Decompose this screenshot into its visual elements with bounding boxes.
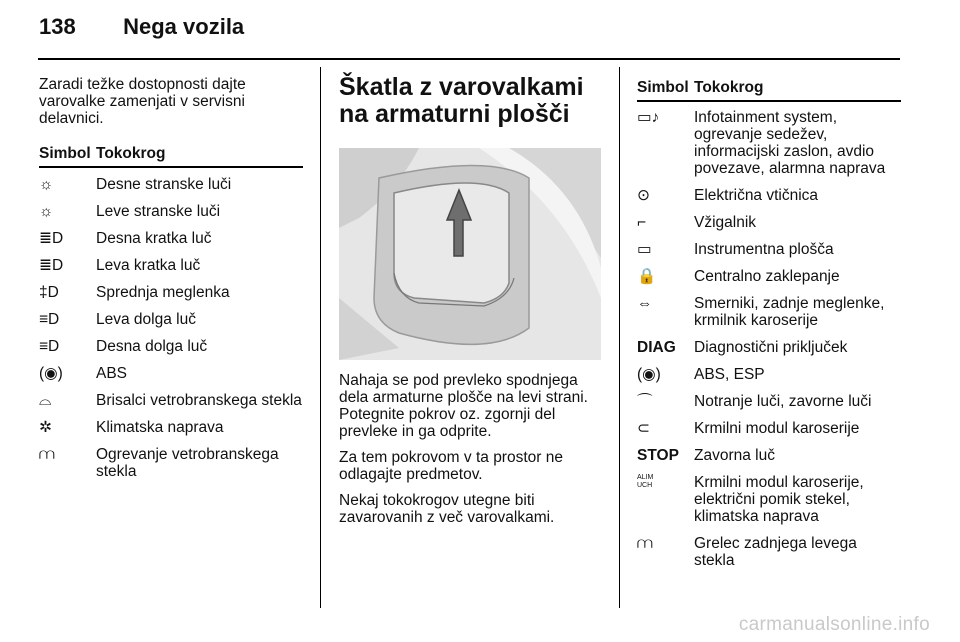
table-row xyxy=(39,355,303,382)
abs-icon: (◉) xyxy=(39,365,63,382)
circuit-label: Sprednja meglenka xyxy=(96,284,230,301)
fuse-box-cover-image xyxy=(339,148,601,360)
page-header xyxy=(39,14,244,40)
table-row xyxy=(637,177,901,204)
circuit-label: Leva kratka luč xyxy=(96,257,201,274)
table-row xyxy=(637,231,901,258)
table-row xyxy=(39,193,303,220)
low-beam-left-icon: ≣D xyxy=(39,257,64,274)
body-paragraph-3: Nekaj tokokrogov utegne biti zavarovanih z več varovalkami. xyxy=(339,492,555,526)
side-lights-left-icon: ☼ xyxy=(39,203,54,220)
column-divider-1 xyxy=(320,67,321,608)
circuit-label: Vžigalnik xyxy=(694,214,757,231)
side-lights-right-icon: ☼ xyxy=(39,176,54,193)
circuit-label: Desne stranske luči xyxy=(96,176,232,193)
middle-column xyxy=(339,74,603,535)
column-divider-2 xyxy=(619,67,620,608)
windscreen-wiper-icon: ⌓ xyxy=(39,392,52,409)
body-paragraph-2: Za tem pokrovom v ta prostor ne odlagajte predmetov. xyxy=(339,449,563,483)
table-row xyxy=(39,274,303,301)
table-row xyxy=(637,204,901,231)
circuit-label: Centralno zaklepanje xyxy=(694,268,840,285)
circuit-label: Notranje luči, zavorne luči xyxy=(694,393,872,410)
central-locking-icon: 🔒 xyxy=(637,268,657,285)
table-row xyxy=(637,258,901,285)
front-fog-light-icon: ‡D xyxy=(39,284,59,301)
table-row xyxy=(39,382,303,409)
page-number: 138 xyxy=(39,14,76,39)
high-beam-right-icon: ≡D xyxy=(39,338,60,355)
circuit-label: Brisalci vetrobranskega stekla xyxy=(96,392,302,409)
table-row xyxy=(637,410,901,437)
circuit-label: Krmilni modul karoserije, električni pomik stekel, klimatska naprava xyxy=(694,474,864,525)
circuit-label: Infotainment system, ogrevanje sedežev, informacijski zaslon, avdio povezave, alarmna naprava xyxy=(694,109,886,177)
instrument-panel-icon: ▭ xyxy=(637,241,652,258)
footer-watermark: carmanualsonline.info xyxy=(738,614,930,635)
circuit-label: Instrumentna plošča xyxy=(694,241,834,258)
table-row xyxy=(39,301,303,328)
alim-uch-icon: ALIM UCH xyxy=(637,474,654,489)
section-body xyxy=(339,372,603,526)
circuit-label: Krmilni modul karoserije xyxy=(694,420,860,437)
table-row xyxy=(637,383,901,410)
circuit-label: Leva dolga luč xyxy=(96,311,196,328)
rear-window-heating-icon: ⩋ xyxy=(637,535,653,552)
section-title: Škatla z varovalkami na armaturni plošči xyxy=(339,73,584,128)
circuit-label: Smerniki, zadnje meglenke, krmilnik karoserije xyxy=(694,295,885,329)
cigarette-lighter-icon: ⌐ xyxy=(637,214,647,231)
circuit-label: Leve stranske luči xyxy=(96,203,221,220)
intro-text xyxy=(39,76,303,127)
fuse-table-right xyxy=(637,79,901,569)
table-row xyxy=(637,329,901,356)
power-outlet-icon: ⊙ xyxy=(637,187,650,204)
circuit-label: Diagnostični priključek xyxy=(694,339,848,356)
table-row xyxy=(39,409,303,436)
table-row xyxy=(637,437,901,464)
body-paragraph-1: Nahaja se pod prevleko spodnjega dela armaturne plošče na levi strani. Potegnite pokrov oz. zgornji del prevleke in ga odprite. xyxy=(339,372,588,440)
interior-lights-icon: ⌒ xyxy=(637,393,653,410)
circuit-label: Električna vtičnica xyxy=(694,187,819,204)
windscreen-heating-icon: ⩋ xyxy=(39,446,55,463)
turn-signal-icon: ⇔ xyxy=(637,295,653,312)
infotainment-icon: ▭♪ xyxy=(637,109,660,126)
circuit-label: ABS, ESP xyxy=(694,366,765,383)
column-header-circuit: Tokokrog xyxy=(694,79,901,101)
high-beam-left-icon: ≡D xyxy=(39,311,60,328)
circuit-label: Grelec zadnjega levega stekla xyxy=(694,535,857,569)
intro-paragraph: Zaradi težke dostopnosti dajte varovalke zamenjati v servisni delavnici. xyxy=(39,76,246,127)
column-header-symbol: Simbol xyxy=(39,145,96,167)
circuit-label: Klimatska naprava xyxy=(96,419,224,436)
fuse-table-left xyxy=(39,145,303,480)
air-conditioning-icon: ✲ xyxy=(39,419,52,436)
fuse-box-illustration xyxy=(339,148,601,360)
table-row xyxy=(39,220,303,247)
right-column xyxy=(637,79,901,569)
table-row xyxy=(637,101,901,177)
table-row xyxy=(39,247,303,274)
table-row xyxy=(637,285,901,329)
table-row xyxy=(637,525,901,569)
circuit-label: Desna kratka luč xyxy=(96,230,212,247)
circuit-label: Desna dolga luč xyxy=(96,338,208,355)
header-rule xyxy=(38,58,900,60)
circuit-label: Zavorna luč xyxy=(694,447,775,464)
left-column xyxy=(39,76,303,480)
column-header-circuit: Tokokrog xyxy=(96,145,303,167)
table-row xyxy=(637,356,901,383)
abs-esp-icon: (◉) xyxy=(637,366,661,383)
body-control-module-icon: ⊂ xyxy=(637,420,650,437)
table-row xyxy=(39,436,303,480)
table-row xyxy=(637,464,901,525)
diag-text-icon: DIAG xyxy=(637,339,676,356)
stop-text-icon: STOP xyxy=(637,447,679,464)
page-title: Nega vozila xyxy=(123,14,245,39)
column-header-symbol: Simbol xyxy=(637,79,694,101)
low-beam-right-icon: ≣D xyxy=(39,230,64,247)
table-row xyxy=(39,167,303,193)
circuit-label: Ogrevanje vetrobranskega stekla xyxy=(96,446,279,480)
table-row xyxy=(39,328,303,355)
circuit-label: ABS xyxy=(96,365,128,382)
